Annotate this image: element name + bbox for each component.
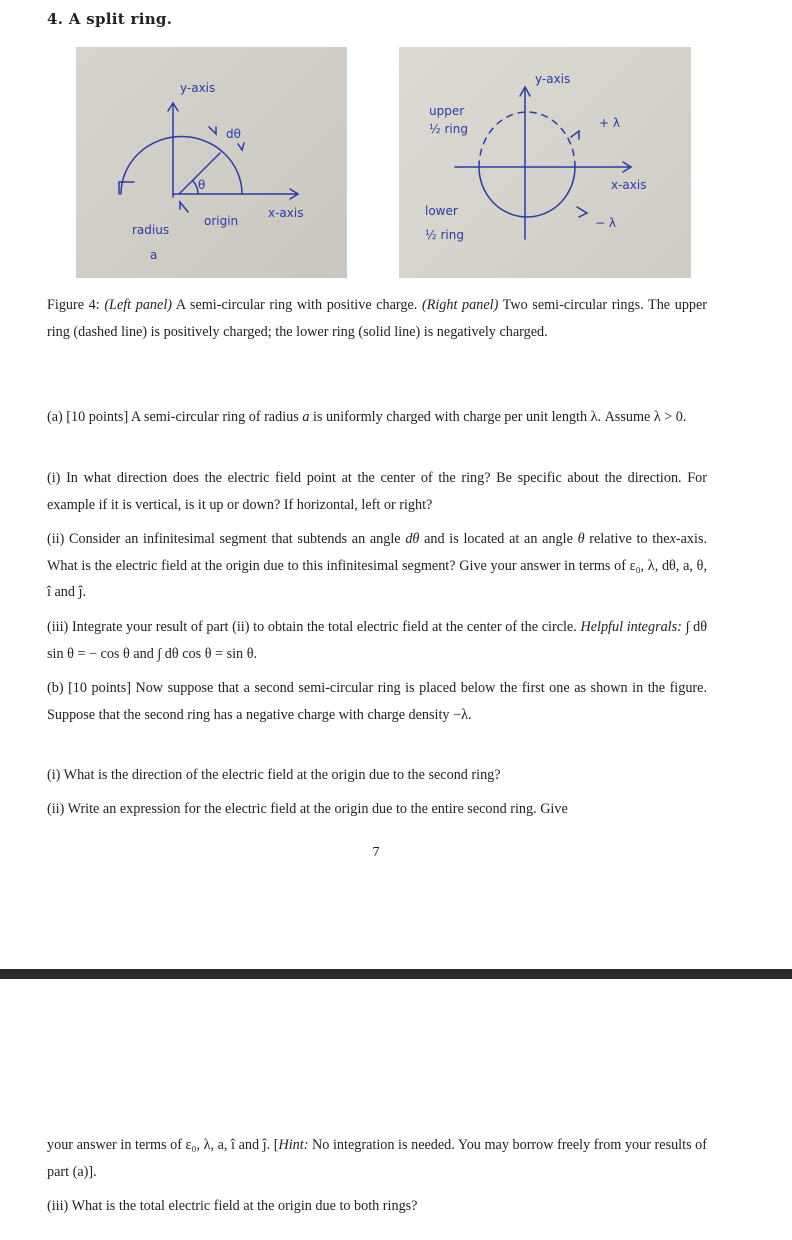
y-axis-label: y-axis bbox=[535, 72, 571, 86]
upper-ring-label-1: upper bbox=[429, 104, 465, 118]
right-panel-text: Two semi-circular rings. The upper ring (dashed line) is positively charged; the lower ring (solid line) is negatively charged. bbox=[47, 297, 708, 340]
part-b-iii: (iii) What is the total electric field at the origin due to both rings? bbox=[47, 1198, 418, 1214]
minus-lambda-arrow bbox=[577, 207, 587, 217]
left-panel-tag: (Left panel) bbox=[104, 297, 172, 313]
radius-label: radius bbox=[132, 223, 170, 237]
dtheta-arrow-2 bbox=[238, 143, 244, 150]
hint-label: Hint: bbox=[278, 1137, 309, 1153]
upper-half-ring bbox=[479, 112, 575, 167]
right-panel-sketch bbox=[399, 47, 691, 278]
part-b-ii-text-2: No integration is needed. You may borrow freely from your results of part (a)]. bbox=[47, 1137, 708, 1180]
dtheta-label: dθ bbox=[226, 127, 241, 141]
page-number: 7 bbox=[372, 845, 380, 860]
part-b-ii-continued bbox=[47, 1132, 707, 1185]
x-axis-label: x-axis bbox=[611, 178, 647, 192]
part-a-iii-text: (iii) Integrate your result of part (ii) to obtain the total electric field at the center of the circle. bbox=[47, 619, 577, 635]
left-panel-photo bbox=[76, 47, 347, 278]
lower-ring-label-1: lower bbox=[425, 204, 458, 218]
figure-caption bbox=[47, 292, 707, 345]
theta-label: θ bbox=[198, 178, 206, 192]
right-panel-photo bbox=[399, 47, 691, 278]
helpful-integrals: ∫ dθ sin θ = − cos θ and ∫ dθ cos θ = sin θ. bbox=[47, 619, 708, 662]
part-a-i: (i) In what direction does the electric field point at the center of the ring? Be specific about the direction. For example if it is vertical, is it up or down? If horizontal, left or right? bbox=[47, 470, 707, 513]
part-a-ii-text-1: (ii) Consider an infinitesimal segment that subtends an angle bbox=[47, 531, 401, 547]
y-axis-label: y-axis bbox=[180, 81, 216, 95]
part-a-text-1: (a) [10 points] A semi-circular ring of radius bbox=[47, 409, 299, 425]
plus-lambda-arrow bbox=[571, 131, 579, 139]
part-a-ii bbox=[47, 526, 707, 606]
part-a-ii-text-2: and is located at an angle bbox=[424, 531, 573, 547]
lower-ring-label-2: ½ ring bbox=[425, 228, 464, 242]
part-a-ii-dtheta: dθ bbox=[405, 531, 420, 547]
part-a-iii bbox=[47, 614, 707, 667]
part-a-text-2: is uniformly charged with charge per unit length λ. Assume λ > 0. bbox=[312, 409, 687, 425]
left-panel-sketch bbox=[76, 47, 347, 278]
problem-heading: 4. A split ring. bbox=[47, 10, 173, 28]
semi-circular-ring bbox=[121, 137, 242, 194]
radius-a-label: a bbox=[150, 248, 158, 262]
part-a-intro bbox=[47, 404, 707, 431]
plus-lambda-label: + λ bbox=[599, 116, 620, 130]
lower-half-ring bbox=[479, 167, 575, 217]
helpful-integrals-label: Helpful integrals: bbox=[580, 619, 682, 635]
left-panel-text: A semi-circular ring with positive charge. bbox=[175, 297, 418, 313]
part-b-intro: (b) [10 points] Now suppose that a second semi-circular ring is placed below the first one as shown in the figure. Suppose that the second ring has a negative charge with charge density −λ. bbox=[47, 680, 707, 723]
origin-arrow bbox=[180, 202, 188, 212]
page-separator bbox=[0, 969, 792, 979]
part-b-ii-text-1: your answer in terms of ε₀, λ, a, î and ĵ. [ bbox=[47, 1137, 279, 1153]
upper-ring-label-2: ½ ring bbox=[429, 122, 468, 136]
part-a-ii-x: x bbox=[669, 531, 676, 547]
part-a-ii-theta: θ bbox=[577, 531, 585, 547]
figure-label: Figure 4: bbox=[47, 297, 100, 313]
right-panel-tag: (Right panel) bbox=[421, 297, 499, 313]
part-a-radius-symbol: a bbox=[302, 409, 310, 425]
x-axis-label: x-axis bbox=[268, 206, 304, 220]
part-a-ii-text-3: relative to the bbox=[589, 531, 670, 547]
part-a-ii-text-4: -axis. What is the electric field at the origin due to this infinitesimal segment? Give your answer in terms of ε₀, λ, dθ, a, θ, î and ĵ. bbox=[47, 531, 708, 600]
origin-label: origin bbox=[204, 214, 239, 228]
part-b-i: (i) What is the direction of the electric field at the origin due to the second ring? bbox=[47, 767, 501, 783]
part-b-ii-start: (ii) Write an expression for the electric field at the origin due to the entire second ring. Give bbox=[47, 801, 568, 817]
minus-lambda-label: − λ bbox=[595, 216, 616, 230]
dtheta-arrow bbox=[209, 127, 216, 134]
